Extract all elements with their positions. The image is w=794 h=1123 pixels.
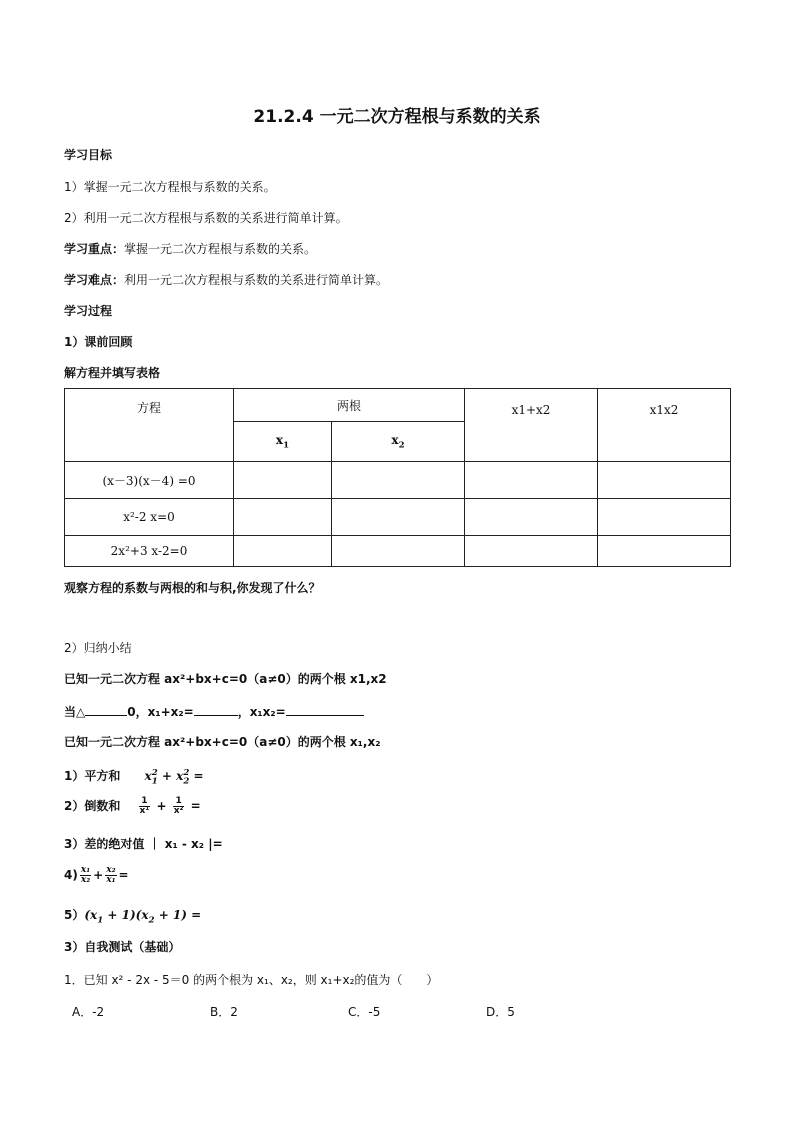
ratio-sum-formula: $\frac{\text{x₁}}{\text{x₂}}$ + $\frac{\text{x₂}}{\text{x₁}}$ = [80,865,129,885]
difficulty [64,272,388,288]
sum-label: 0，x₁+x₂= [127,705,194,719]
header-x1-var: x [275,432,284,447]
question-1: 1．已知 x² - 2x - 5＝0 的两个根为 x₁、x₂，则 x₁+x₂的值为（ ） [64,973,439,987]
summary-heading: 2）归纳小结 [64,641,132,655]
delta-blank[interactable] [85,703,127,716]
table-cell-empty[interactable] [332,462,465,499]
table-cell-empty[interactable] [465,536,598,567]
observe-question: 观察方程的系数与两根的和与积,你发现了什么？ [64,581,321,595]
header-x2-sub: 2 [398,440,405,451]
header-product: x1x2 [598,389,731,462]
table-cell-empty[interactable] [234,536,332,567]
summary-line-1: 已知一元二次方程 ax²+bx+c=0（a≠0）的两个根 x1,x2 [64,672,387,686]
process-heading: 学习过程 [64,304,113,318]
delta-label: 当△ [64,705,86,719]
table-row-equation: x²-2 x=0 [65,499,234,536]
header-equation: 方程 [65,389,234,462]
table-row-equation: 2x²+3 x-2=0 [65,536,234,567]
goals-heading: 学习目标 [64,148,113,162]
header-x1-sub: 1 [283,440,290,451]
header-roots: 两根 [234,389,465,422]
item-abs-diff: 3）差的绝对值 ｜ x₁ - x₂ |= [64,837,223,851]
goal-item-2: 2）利用一元二次方程根与系数的关系进行简单计算。 [64,211,348,225]
item-product-expand [64,907,201,928]
difficulty-text: 利用一元二次方程根与系数的关系进行简单计算。 [124,273,389,287]
item-reciprocal-sum [64,797,201,816]
table-cell-empty[interactable] [332,536,465,567]
table-cell-empty[interactable] [465,462,598,499]
table-cell-empty[interactable] [234,462,332,499]
table-cell-empty[interactable] [234,499,332,536]
key-point [64,241,316,257]
table-cell-empty[interactable] [332,499,465,536]
table-cell-empty[interactable] [598,462,731,499]
sum-blank[interactable] [194,703,238,716]
key-point-label: 学习重点： [64,242,125,256]
option-b[interactable]: B．2 [210,1005,238,1019]
item-square-sum-label: 1）平方和 [64,769,121,783]
product-blank[interactable] [286,703,364,716]
product-expand-formula: $(x_1 + 1)(x_2 + 1)$ = [84,908,202,926]
selftest-heading: 3）自我测试（基础） [64,940,181,954]
option-a[interactable]: A．-2 [72,1005,105,1019]
product-label: ，x₁x₂= [237,705,286,719]
reciprocal-sum-formula: $\frac{1}{\text{x¹}}$ + $\frac{1}{\text{x²}}$ = [139,796,201,816]
summary-line-2 [64,703,364,720]
difficulty-label: 学习难点： [64,273,125,287]
item-ratio-sum-label: 4) [64,868,78,882]
table-row-equation: (x－3)(x－4) =0 [65,462,234,499]
key-point-text: 掌握一元二次方程根与系数的关系。 [124,242,317,256]
table-cell-empty[interactable] [465,499,598,536]
item-ratio-sum [64,866,129,885]
header-x2 [332,422,465,462]
square-sum-formula: $x_1^2 + x_2^2$ = [144,768,204,787]
goal-item-1: 1）掌握一元二次方程根与系数的关系。 [64,180,276,194]
option-c[interactable]: C．-5 [348,1005,381,1019]
roots-table [64,388,731,567]
item-product-expand-label: 5） [64,908,85,922]
table-cell-empty[interactable] [598,499,731,536]
item-reciprocal-sum-label: 2）倒数和 [64,799,121,813]
summary-line-3: 已知一元二次方程 ax²+bx+c=0（a≠0）的两个根 x₁,x₂ [64,735,381,749]
header-x2-var: x [391,432,399,447]
option-d[interactable]: D．5 [486,1005,515,1019]
review-heading: 1）课前回顾 [64,335,133,349]
table-task: 解方程并填写表格 [64,366,161,380]
page-title: 21.2.4 一元二次方程根与系数的关系 [253,107,541,127]
table-cell-empty[interactable] [598,536,731,567]
item-square-sum [64,765,204,789]
header-x1 [234,422,332,462]
header-sum: x1+x2 [465,389,598,462]
